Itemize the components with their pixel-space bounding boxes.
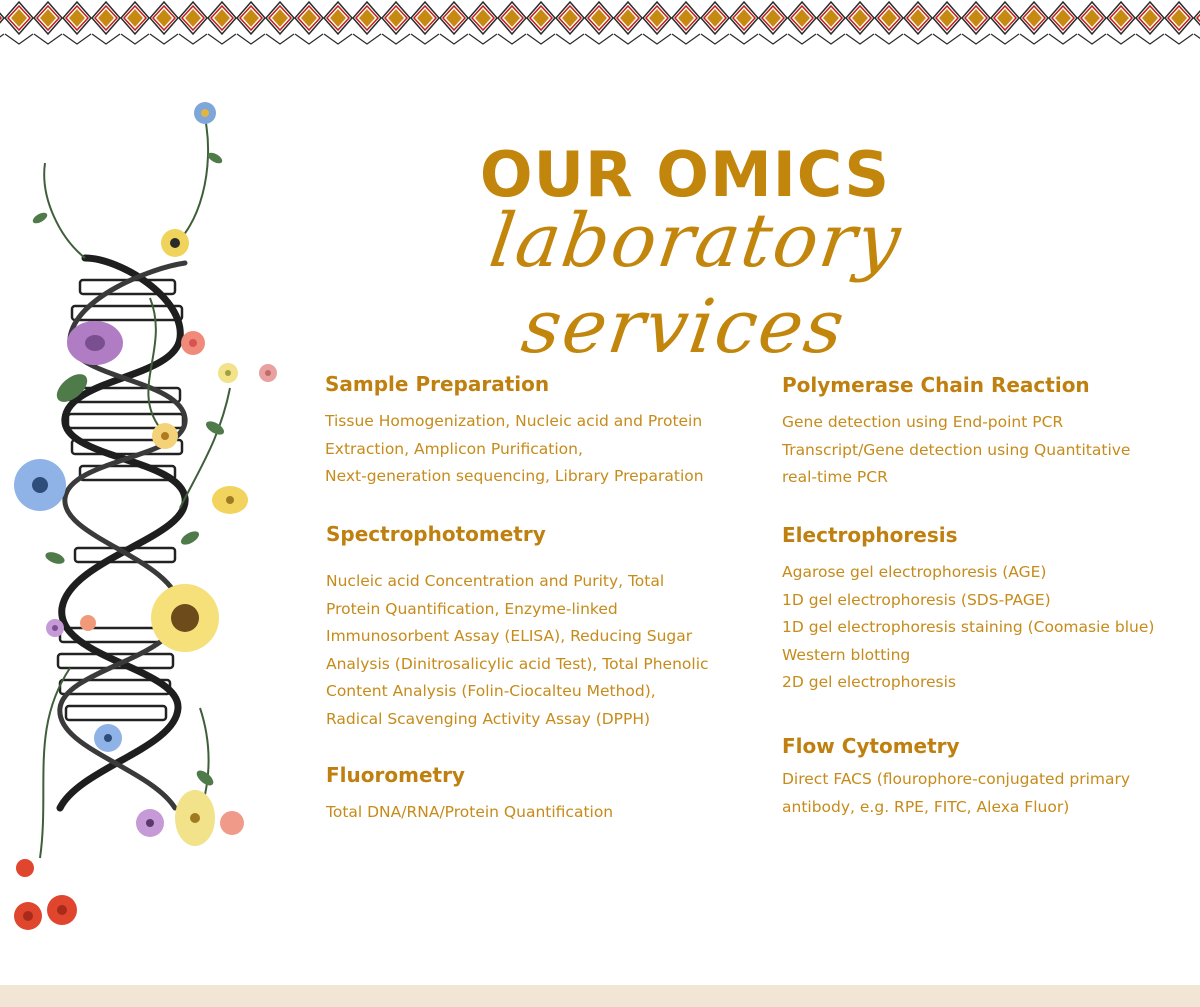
body-line: Extraction, Amplicon Purification, <box>325 439 583 458</box>
section-heading: Sample Preparation <box>325 372 550 396</box>
border-zigzag <box>672 34 700 44</box>
border-zigzag <box>237 34 265 44</box>
section-heading: Electrophoresis <box>782 523 958 547</box>
section-body <box>325 408 704 491</box>
diamond-border <box>0 0 1200 46</box>
border-zigzag <box>440 34 468 44</box>
border-zigzag <box>179 34 207 44</box>
border-zigzag <box>817 34 845 44</box>
page-subtitle: laboratory services <box>484 198 908 370</box>
border-zigzag <box>933 34 961 44</box>
flowers <box>14 102 277 930</box>
border-zigzag <box>1107 34 1135 44</box>
body-line: Immunosorbent Assay (ELISA), Reducing Sugar <box>326 627 693 645</box>
section-spectrophotometry <box>326 522 709 733</box>
body-line: 2D gel electrophoresis <box>782 673 956 691</box>
border-zigzag <box>411 34 439 44</box>
section-body <box>326 568 709 733</box>
body-line: Protein Quantification, Enzyme-linked <box>326 599 618 618</box>
section-body <box>782 559 1154 697</box>
border-zigzag <box>701 34 729 44</box>
body-line: Transcript/Gene detection using Quantitative <box>782 440 1131 459</box>
section-pcr <box>782 373 1130 492</box>
body-line: Next-generation sequencing, Library Preparation <box>325 467 704 485</box>
section-heading: Polymerase Chain Reaction <box>782 373 1090 397</box>
border-zigzag <box>208 34 236 44</box>
section-heading: Spectrophotometry <box>326 522 546 546</box>
border-zigzag <box>1136 34 1164 44</box>
body-line: Radical Scavenging Activity Assay (DPPH) <box>326 709 651 728</box>
border-zigzag <box>904 34 932 44</box>
border-zigzag <box>295 34 323 44</box>
section-sample-preparation <box>325 372 704 491</box>
body-line: Tissue Homogenization, Nucleic acid and Protein <box>325 412 703 430</box>
border-zigzag <box>121 34 149 44</box>
body-line: Gene detection using End-point PCR <box>782 413 1064 431</box>
section-fluorometry <box>326 763 613 827</box>
border-zigzag <box>643 34 671 44</box>
border-diamond-red <box>0 6 1 30</box>
border-zigzag <box>585 34 613 44</box>
section-heading: Fluorometry <box>326 763 465 787</box>
section-body <box>326 799 613 827</box>
body-line: Content Analysis (Folin-Ciocalteu Method), <box>326 682 656 700</box>
body-line: antibody, e.g. RPE, FITC, Alexa Fluor) <box>782 797 1070 816</box>
border-zigzag <box>730 34 758 44</box>
body-line: Direct FACS (flourophore-conjugated primary <box>782 770 1131 788</box>
border-zigzag <box>92 34 120 44</box>
border-zigzag <box>382 34 410 44</box>
border-zigzag <box>5 34 33 44</box>
border-zigzag <box>469 34 497 44</box>
border-zigzag <box>1020 34 1048 44</box>
body-line: real-time PCR <box>782 468 888 486</box>
body-line: 1D gel electrophoresis (SDS-PAGE) <box>782 590 1051 609</box>
border-zigzag <box>846 34 874 44</box>
dna-helix-with-flowers-icon <box>0 88 290 938</box>
border-zigzag <box>0 34 4 44</box>
border-zigzag <box>324 34 352 44</box>
border-zigzag <box>266 34 294 44</box>
section-flow-cytometry <box>782 734 1130 821</box>
body-line: Western blotting <box>782 645 911 664</box>
border-zigzag <box>759 34 787 44</box>
border-zigzag <box>1194 34 1200 44</box>
border-zigzag <box>1049 34 1077 44</box>
border-zigzag <box>353 34 381 44</box>
border-zigzag <box>498 34 526 44</box>
border-zigzag <box>962 34 990 44</box>
footer-band <box>0 985 1200 1007</box>
border-zigzag <box>614 34 642 44</box>
section-body <box>782 409 1130 492</box>
page-title: OUR OMICS <box>479 138 891 211</box>
body-line: Total DNA/RNA/Protein Quantification <box>326 803 614 821</box>
section-heading: Flow Cytometry <box>782 734 960 758</box>
border-zigzag <box>527 34 555 44</box>
border-zigzag <box>788 34 816 44</box>
border-zigzag <box>556 34 584 44</box>
border-zigzag <box>63 34 91 44</box>
body-line: Analysis (Dinitrosalicylic acid Test), Total Phenolic <box>326 654 709 673</box>
body-line: Nucleic acid Concentration and Purity, Total <box>326 572 665 590</box>
body-line: 1D gel electrophoresis staining (Coomasie blue) <box>782 618 1155 636</box>
border-zigzag <box>991 34 1019 44</box>
border-zigzag <box>875 34 903 44</box>
section-body <box>782 766 1130 821</box>
body-line: Agarose gel electrophoresis (AGE) <box>782 563 1047 581</box>
section-electrophoresis <box>782 523 1154 697</box>
border-zigzag <box>150 34 178 44</box>
border-zigzag <box>1078 34 1106 44</box>
border-zigzag <box>1165 34 1193 44</box>
border-zigzag <box>34 34 62 44</box>
